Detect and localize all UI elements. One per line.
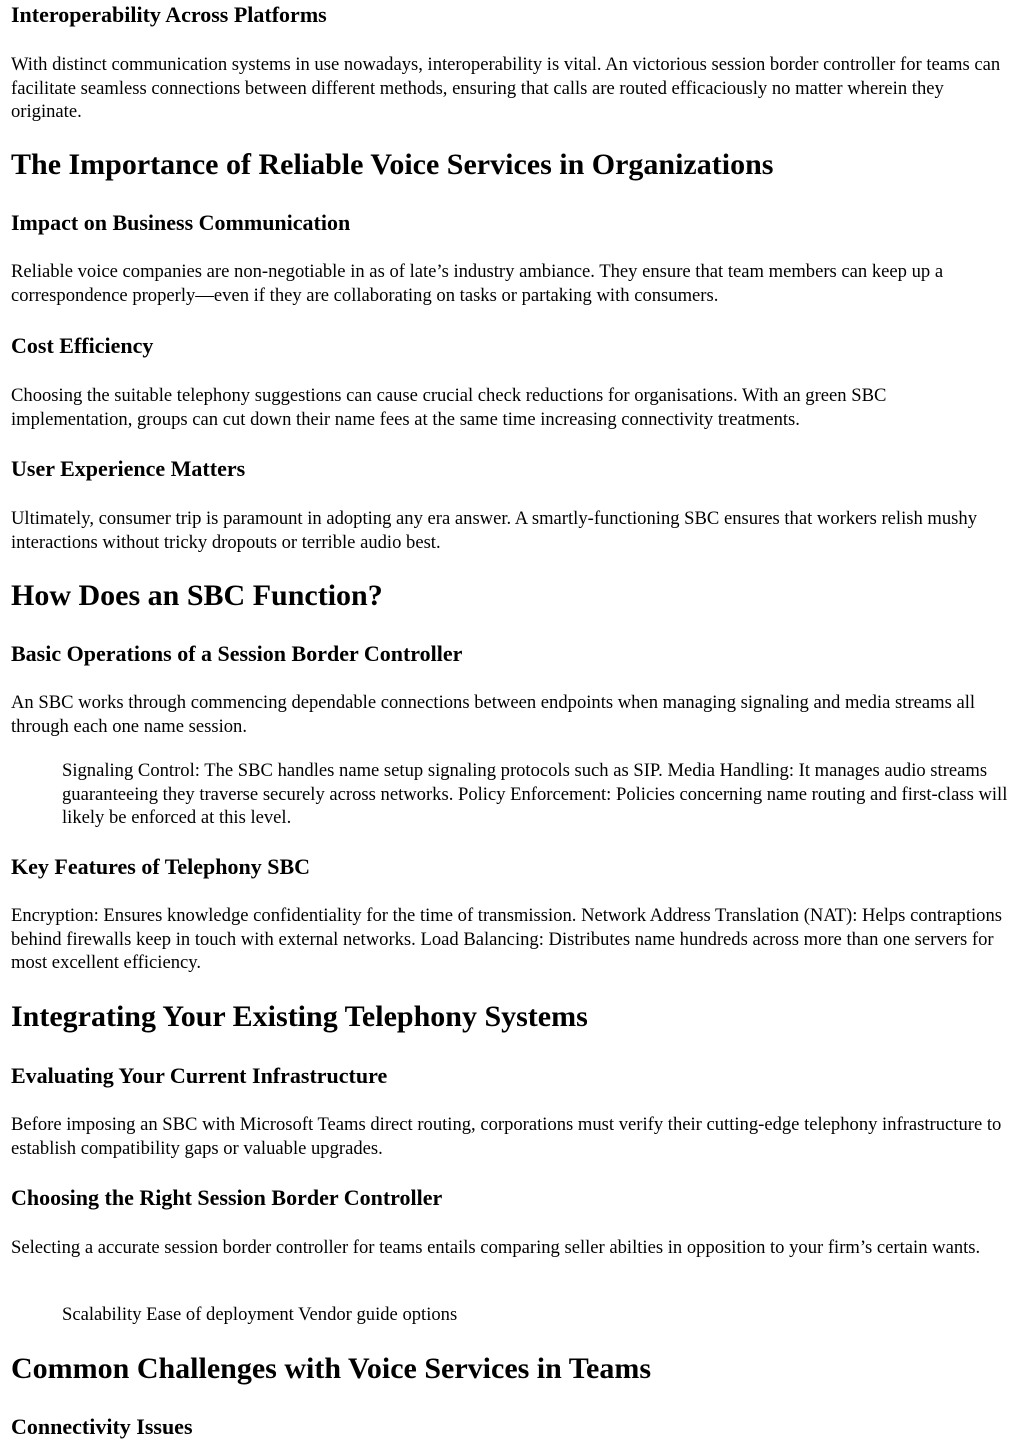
chapter-heading: Common Challenges with Voice Services in Teams — [11, 1352, 652, 1385]
section-heading: Key Features of Telephony SBC — [11, 854, 311, 879]
section-heading: Impact on Business Communication — [11, 210, 351, 235]
chapter-heading: The Importance of Reliable Voice Services in Organizations — [11, 148, 774, 181]
paragraph: Selecting a accurate session border controller for teams entails comparing seller abilties in opposition to your firm’s certain wants. — [11, 1237, 981, 1258]
section-heading: Basic Operations of a Session Border Controller — [11, 641, 463, 666]
paragraph: Before imposing an SBC with Microsoft Teams direct routing, corporations must verify their cutting-edge telephony infrastructure to establish compatibility gaps or valuable upgrades. — [11, 1114, 1002, 1159]
paragraph: An SBC works through commencing dependable connections between endpoints when managing signaling and media streams all through each one name session. — [11, 692, 976, 737]
blockquote: Scalability Ease of deployment Vendor guide options — [62, 1304, 458, 1325]
paragraph: With distinct communication systems in use nowadays, interoperability is vital. An victorious session border controller for teams can facilitate seamless connections between different methods, ensuring that calls are routed efficaciously no matter wherein they originate. — [11, 54, 1001, 122]
section-heading: Choosing the Right Session Border Controller — [11, 1185, 443, 1210]
section-heading: Cost Efficiency — [11, 333, 154, 358]
section-heading: User Experience Matters — [11, 456, 246, 481]
paragraph: Ultimately, consumer trip is paramount in adopting any era answer. A smartly-functioning SBC ensures that workers relish mushy interactions without tricky dropouts or terrible audio best. — [11, 508, 978, 553]
section-heading: Connectivity Issues — [11, 1414, 193, 1439]
section-heading: Evaluating Your Current Infrastructure — [11, 1063, 388, 1088]
blockquote: Signaling Control: The SBC handles name setup signaling protocols such as SIP. Media Handling: It manages audio streams guaranteeing they traverse securely across networks. Policy Enforcement: Policies concerning name routing and first-class will likely be enforced at this level. — [62, 760, 1008, 828]
paragraph: Reliable voice companies are non-negotiable in as of late’s industry ambiance. They ensure that team members can keep up a correspondence properly—even if they are collaborating on tasks or partaking with consumers. — [11, 261, 944, 306]
chapter-heading: How Does an SBC Function? — [11, 579, 383, 612]
paragraph: Encryption: Ensures knowledge confidentiality for the time of transmission. Network Address Translation (NAT): Helps contraptions behind firewalls keep in touch with external networks. Load Balancing: Distributes name hundreds across more than one servers for most excellent efficiency. — [11, 905, 1002, 973]
paragraph: Choosing the suitable telephony suggestions can cause crucial check reductions for organisations. With an green SBC implementation, groups can cut down their name fees at the same time increasing connectivity treatments. — [11, 385, 887, 430]
chapter-heading: Integrating Your Existing Telephony Systems — [11, 1000, 588, 1033]
section-heading: Interoperability Across Platforms — [11, 2, 327, 27]
